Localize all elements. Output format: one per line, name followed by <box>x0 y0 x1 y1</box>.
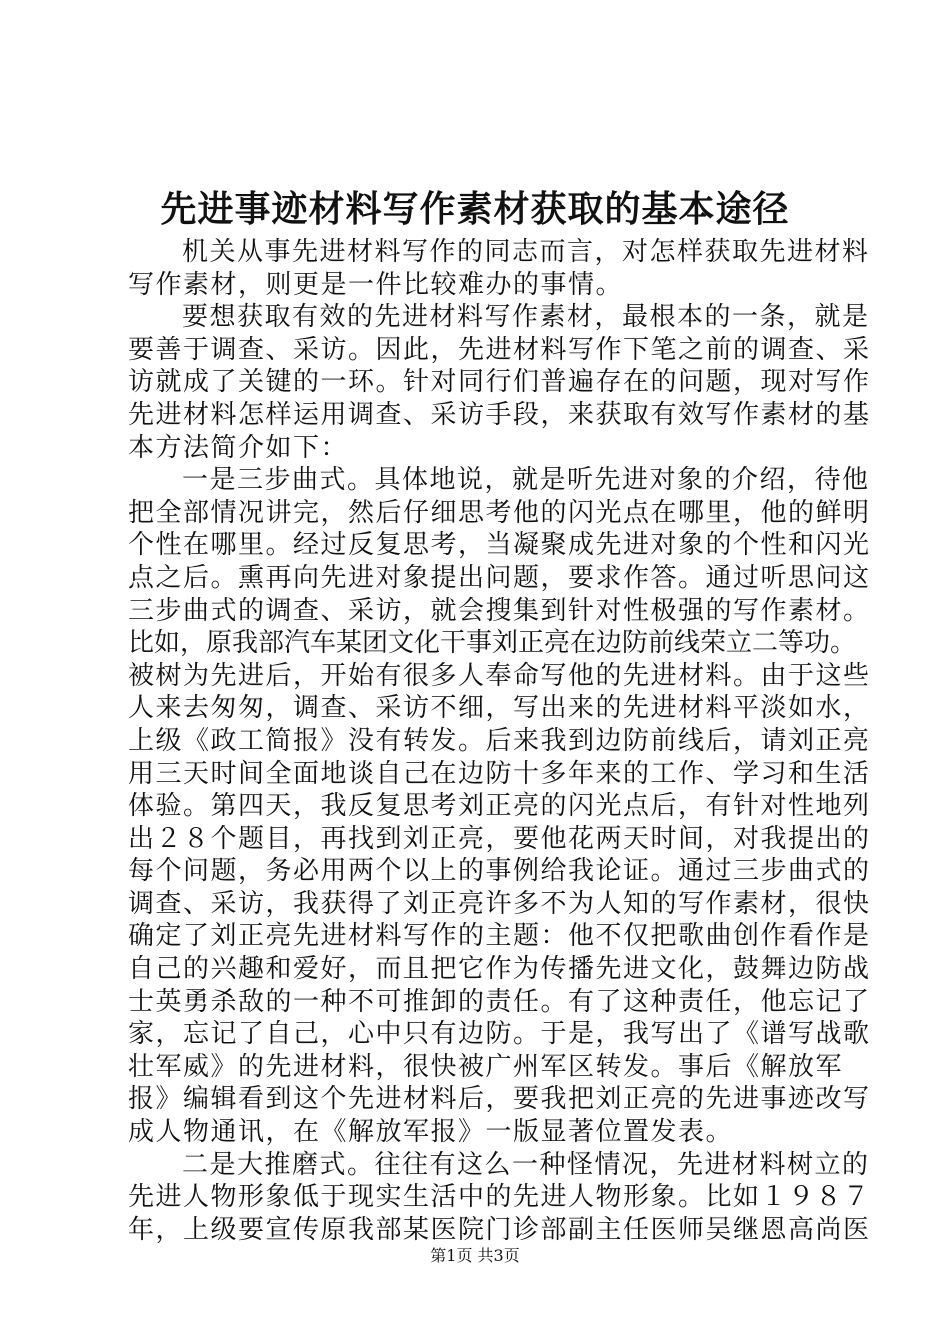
text-line: 自己的兴趣和爱好，而且把它作为传播先进文化，鼓舞边防战 <box>128 954 871 985</box>
text-line: 机关从事先进材料写作的同志而言，对怎样获取先进材料 <box>182 237 870 267</box>
text-line: 二是大推磨式。往往有这么一种怪情况，先进材料树立的 <box>182 1149 870 1180</box>
paragraph <box>128 236 870 301</box>
text-line: 年，上级要宣传原我部某医院门诊部副主任医师吴继恩高尚医 <box>128 1214 871 1245</box>
text-line: 先进人物形象低于现实生活中的先进人物形象。比如１９８７ <box>128 1182 871 1213</box>
text-line: 每个问题，务必用两个以上的事例给我论证。通过三步曲式的 <box>128 856 871 887</box>
text-line: 一是三步曲式。具体地说，就是听先进对象的介绍，待他 <box>182 465 870 496</box>
text-line: 报》编辑看到这个先进材料后，要我把刘正亮的先进事迹改写 <box>128 1084 871 1115</box>
text-line: 个性在哪里。经过反复思考，当凝聚成先进对象的个性和闪光 <box>128 530 871 561</box>
text-line: 要想获取有效的先进材料写作素材，最根本的一条，就是 <box>182 302 870 333</box>
text-line: 要善于调查、采访。因此，先进材料写作下笔之前的调查、采 <box>128 334 871 365</box>
document-body <box>128 236 871 1246</box>
paragraph <box>128 301 871 464</box>
text-line: 被树为先进后，开始有很多人奉命写他的先进材料。由于这些 <box>128 660 871 691</box>
text-line: 上级《政工简报》没有转发。后来我到边防前线后，请刘正亮 <box>128 725 871 756</box>
text-line: 调查、采访，我获得了刘正亮许多不为人知的写作素材，很快 <box>128 888 871 919</box>
document-title: 先进事迹材料写作素材获取的基本途径 <box>160 188 790 230</box>
text-line: 用三天时间全面地谈自己在边防十多年来的工作、学习和生活 <box>128 758 871 789</box>
paragraph <box>128 464 871 1148</box>
text-line: 家，忘记了自己，心中只有边防。于是，我写出了《谱写战歌 <box>128 1019 871 1050</box>
text-line: 士英勇杀敌的一种不可推卸的责任。有了这种责任，他忘记了 <box>128 986 871 1017</box>
paragraph <box>128 1149 871 1247</box>
text-line: 本方法简介如下： <box>128 432 349 463</box>
text-line: 成人物通讯，在《解放军报》一版显著位置发表。 <box>128 1117 734 1148</box>
text-line: 把全部情况讲完，然后仔细思考他的闪光点在哪里，他的鲜明 <box>128 497 871 528</box>
text-line: 确定了刘正亮先进材料写作的主题：他不仅把歌曲创作看作是 <box>128 921 871 952</box>
text-line: 壮军威》的先进材料，很快被广州军区转发。事后《解放军 <box>128 1051 844 1082</box>
text-line: 体验。第四天，我反复思考刘正亮的闪光点后，有针对性地列 <box>128 791 871 822</box>
text-line: 先进材料怎样运用调查、采访手段，来获取有效写作素材的基 <box>128 399 871 430</box>
text-line: 比如，原我部汽车某团文化干事刘正亮在边防前线荣立二等功。 <box>128 628 857 659</box>
text-line: 出２８个题目，再找到刘正亮，要他花两天时间，对我提出的 <box>128 823 871 854</box>
text-line: 三步曲式的调查、采访，就会搜集到针对性极强的写作素材。 <box>128 595 871 626</box>
page-footer: 第1页 共3页 <box>430 1246 520 1265</box>
text-line: 写作素材，则更是一件比较难办的事情。 <box>128 269 624 300</box>
text-line: 访就成了关键的一环。针对同行们普遍存在的问题，现对写作 <box>128 367 871 398</box>
text-line: 人来去匆匆，调查、采访不细，写出来的先进材料平淡如水， <box>128 693 871 724</box>
text-line: 点之后。熏再向先进对象提出问题，要求作答。通过听思问这 <box>128 562 871 593</box>
